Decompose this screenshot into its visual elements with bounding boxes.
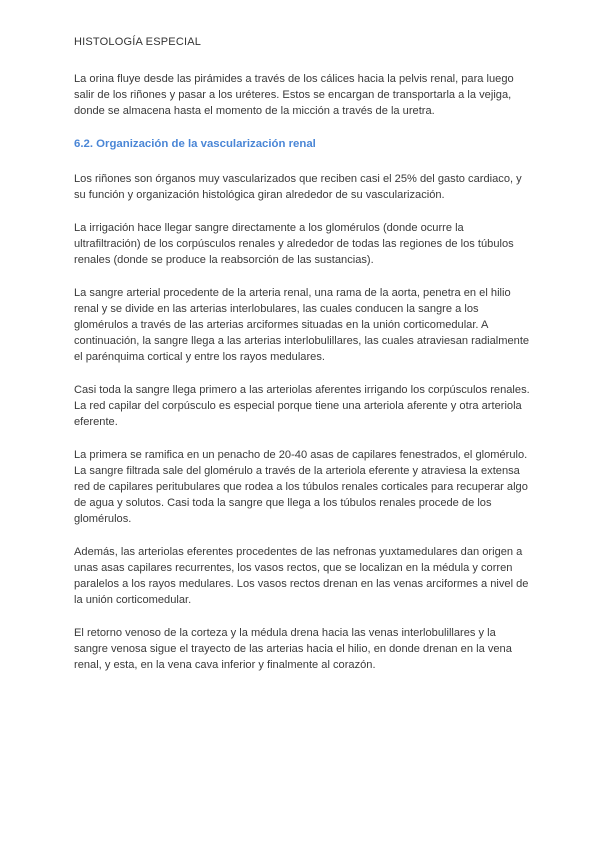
paragraph-afferent-arterioles: Casi toda la sangre llega primero a las arteriolas aferentes irrigando los corpúsculos renales. La red capilar del corpúsculo es especial porque tiene una arteriola aferente y otra arteriola eferente. [74,384,530,428]
paragraph-arterial-blood: La sangre arterial procedente de la arteria renal, una rama de la aorta, penetra en el hilio renal y se divide en las arterias interlobulares, las cuales conducen la sangre a los glomérulos a través de las arterias arciformes situadas en la unión corticomedular. A continuación, la sangre llega a las arterias interlobulillares, las cuales atraviesan radialmente el parénquima cortical y entre los rayos medulares. [74,287,530,363]
paragraph-venous-return: El retorno venoso de la corteza y la médula drena hacia las venas interlobulillares y la sangre venosa sigue el trayecto de las arterias hacia el hilio, en donde drenan en la vena renal, y esta, en la vena cava inferior y finalmente al corazón. [74,627,512,671]
paragraph-vasa-recta: Además, las arteriolas eferentes procedentes de las nefronas yuxtamedulares dan origen a unas asas capilares recurrentes, los vasos rectos, que se localizan en la médula y corren paralelos a los rayos medulares. Los vasos rectos drenan en las venas arciformes a nivel de la unión corticomedular. [74,546,529,606]
intro-paragraph: La orina fluye desde las pirámides a través de los cálices hacia la pelvis renal, para luego salir de los riñones y pasar a los uréteres. Estos se encargan de transportarla a la vejiga, donde se almacena hasta el momento de la micción a través de la uretra. [74,73,514,117]
paragraph-vascularization: Los riñones son órganos muy vascularizados que reciben casi el 25% del gasto cardiaco, y su función y organización histológica giran alrededor de su vascularización. [74,173,522,201]
paragraph-glomerulus: La primera se ramifica en un penacho de 20-40 asas de capilares fenestrados, el glomérulo. La sangre filtrada sale del glomérulo a través de la arteriola eferente y atraviesa la extensa red de capilares peritubulares que rodea a los túbulos renales corticales para recuperar algo de agua y solutos. Casi toda la sangre que llega a los túbulos renales procede de los glomérulos. [74,449,528,525]
paragraph-irrigation: La irrigación hace llegar sangre directamente a los glomérulos (donde ocurre la ultrafiltración) de los corpúsculos renales y alrededor de todas las regiones de los túbulos renales (donde se produce la reabsorción de las sustancias). [74,222,514,266]
page-content [74,71,530,690]
running-header: HISTOLOGÍA ESPECIAL [74,36,202,48]
section-heading: 6.2. Organización de la vascularización renal [74,138,316,150]
